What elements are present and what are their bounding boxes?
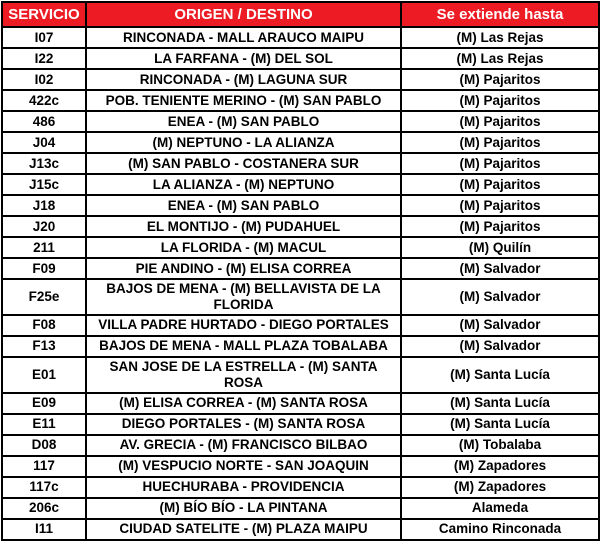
- origin-destination-cell: (M) BÍO BÍO - LA PINTANA: [86, 498, 401, 519]
- table-row: [2, 357, 599, 393]
- extends-to-cell: (M) Pajaritos: [401, 174, 599, 195]
- extends-to-cell: (M) Salvador: [401, 258, 599, 279]
- service-cell: E11: [2, 414, 86, 435]
- service-cell: J13c: [2, 153, 86, 174]
- origin-destination-cell: POB. TENIENTE MERINO - (M) SAN PABLO: [86, 90, 401, 111]
- table-row: [2, 195, 599, 216]
- origin-destination-cell: EL MONTIJO - (M) PUDAHUEL: [86, 216, 401, 237]
- extends-to-cell: (M) Tobalaba: [401, 435, 599, 456]
- table-row: [2, 498, 599, 519]
- extends-to-cell: (M) Pajaritos: [401, 195, 599, 216]
- table-row: [2, 111, 599, 132]
- origin-destination-cell: LA ALIANZA - (M) NEPTUNO: [86, 174, 401, 195]
- service-cell: J15c: [2, 174, 86, 195]
- extends-to-cell: (M) Pajaritos: [401, 90, 599, 111]
- extends-to-cell: (M) Las Rejas: [401, 48, 599, 69]
- route-extension-table: [1, 1, 600, 541]
- table-row: [2, 132, 599, 153]
- table-row: [2, 435, 599, 456]
- extends-to-cell: (M) Pajaritos: [401, 111, 599, 132]
- service-cell: I22: [2, 48, 86, 69]
- service-cell: J20: [2, 216, 86, 237]
- route-extension-table-container: [1, 1, 598, 541]
- table-row: [2, 336, 599, 357]
- service-cell: F25e: [2, 279, 86, 315]
- origin-destination-cell: VILLA PADRE HURTADO - DIEGO PORTALES: [86, 315, 401, 336]
- extends-to-cell: (M) Pajaritos: [401, 216, 599, 237]
- extends-to-cell: (M) Quilín: [401, 237, 599, 258]
- extends-to-cell: Camino Rinconada: [401, 519, 599, 540]
- extends-to-cell: Alameda: [401, 498, 599, 519]
- service-cell: 117c: [2, 477, 86, 498]
- service-cell: 206c: [2, 498, 86, 519]
- origin-destination-cell: SAN JOSE DE LA ESTRELLA - (M) SANTA ROSA: [86, 357, 401, 393]
- service-cell: F13: [2, 336, 86, 357]
- origin-destination-cell: RINCONADA - MALL ARAUCO MAIPU: [86, 27, 401, 48]
- header-origen-destino: ORIGEN / DESTINO: [86, 2, 401, 27]
- origin-destination-cell: AV. GRECIA - (M) FRANCISCO BILBAO: [86, 435, 401, 456]
- extends-to-cell: (M) Pajaritos: [401, 132, 599, 153]
- table-row: [2, 279, 599, 315]
- table-row: [2, 174, 599, 195]
- origin-destination-cell: (M) SAN PABLO - COSTANERA SUR: [86, 153, 401, 174]
- extends-to-cell: (M) Zapadores: [401, 456, 599, 477]
- table-row: [2, 456, 599, 477]
- origin-destination-cell: ENEA - (M) SAN PABLO: [86, 195, 401, 216]
- header-se-extiende-hasta: Se extiende hasta: [401, 2, 599, 27]
- origin-destination-cell: PIE ANDINO - (M) ELISA CORREA: [86, 258, 401, 279]
- origin-destination-cell: ENEA - (M) SAN PABLO: [86, 111, 401, 132]
- extends-to-cell: (M) Pajaritos: [401, 153, 599, 174]
- table-row: [2, 477, 599, 498]
- extends-to-cell: (M) Salvador: [401, 315, 599, 336]
- service-cell: J04: [2, 132, 86, 153]
- table-row: [2, 393, 599, 414]
- table-row: [2, 414, 599, 435]
- service-cell: D08: [2, 435, 86, 456]
- origin-destination-cell: HUECHURABA - PROVIDENCIA: [86, 477, 401, 498]
- origin-destination-cell: LA FLORIDA - (M) MACUL: [86, 237, 401, 258]
- extends-to-cell: (M) Santa Lucía: [401, 414, 599, 435]
- origin-destination-cell: CIUDAD SATELITE - (M) PLAZA MAIPU: [86, 519, 401, 540]
- service-cell: I02: [2, 69, 86, 90]
- table-row: [2, 90, 599, 111]
- table-row: [2, 69, 599, 90]
- extends-to-cell: (M) Pajaritos: [401, 69, 599, 90]
- extends-to-cell: (M) Santa Lucía: [401, 357, 599, 393]
- service-cell: F08: [2, 315, 86, 336]
- service-cell: F09: [2, 258, 86, 279]
- service-cell: I11: [2, 519, 86, 540]
- table-row: [2, 237, 599, 258]
- origin-destination-cell: (M) NEPTUNO - LA ALIANZA: [86, 132, 401, 153]
- header-servicio: SERVICIO: [2, 2, 86, 27]
- origin-destination-cell: BAJOS DE MENA - MALL PLAZA TOBALABA: [86, 336, 401, 357]
- table-row: [2, 258, 599, 279]
- service-cell: 486: [2, 111, 86, 132]
- extends-to-cell: (M) Zapadores: [401, 477, 599, 498]
- table-body: [2, 27, 599, 540]
- header-row: [2, 2, 599, 27]
- table-row: [2, 519, 599, 540]
- origin-destination-cell: BAJOS DE MENA - (M) BELLAVISTA DE LA FLORIDA: [86, 279, 401, 315]
- service-cell: E09: [2, 393, 86, 414]
- table-row: [2, 216, 599, 237]
- origin-destination-cell: DIEGO PORTALES - (M) SANTA ROSA: [86, 414, 401, 435]
- origin-destination-cell: LA FARFANA - (M) DEL SOL: [86, 48, 401, 69]
- service-cell: 211: [2, 237, 86, 258]
- table-row: [2, 153, 599, 174]
- origin-destination-cell: (M) VESPUCIO NORTE - SAN JOAQUIN: [86, 456, 401, 477]
- origin-destination-cell: RINCONADA - (M) LAGUNA SUR: [86, 69, 401, 90]
- extends-to-cell: (M) Salvador: [401, 336, 599, 357]
- origin-destination-cell: (M) ELISA CORREA - (M) SANTA ROSA: [86, 393, 401, 414]
- service-cell: I07: [2, 27, 86, 48]
- service-cell: 422c: [2, 90, 86, 111]
- service-cell: E01: [2, 357, 86, 393]
- service-cell: J18: [2, 195, 86, 216]
- table-row: [2, 315, 599, 336]
- extends-to-cell: (M) Las Rejas: [401, 27, 599, 48]
- extends-to-cell: (M) Salvador: [401, 279, 599, 315]
- table-row: [2, 48, 599, 69]
- extends-to-cell: (M) Santa Lucía: [401, 393, 599, 414]
- service-cell: 117: [2, 456, 86, 477]
- table-row: [2, 27, 599, 48]
